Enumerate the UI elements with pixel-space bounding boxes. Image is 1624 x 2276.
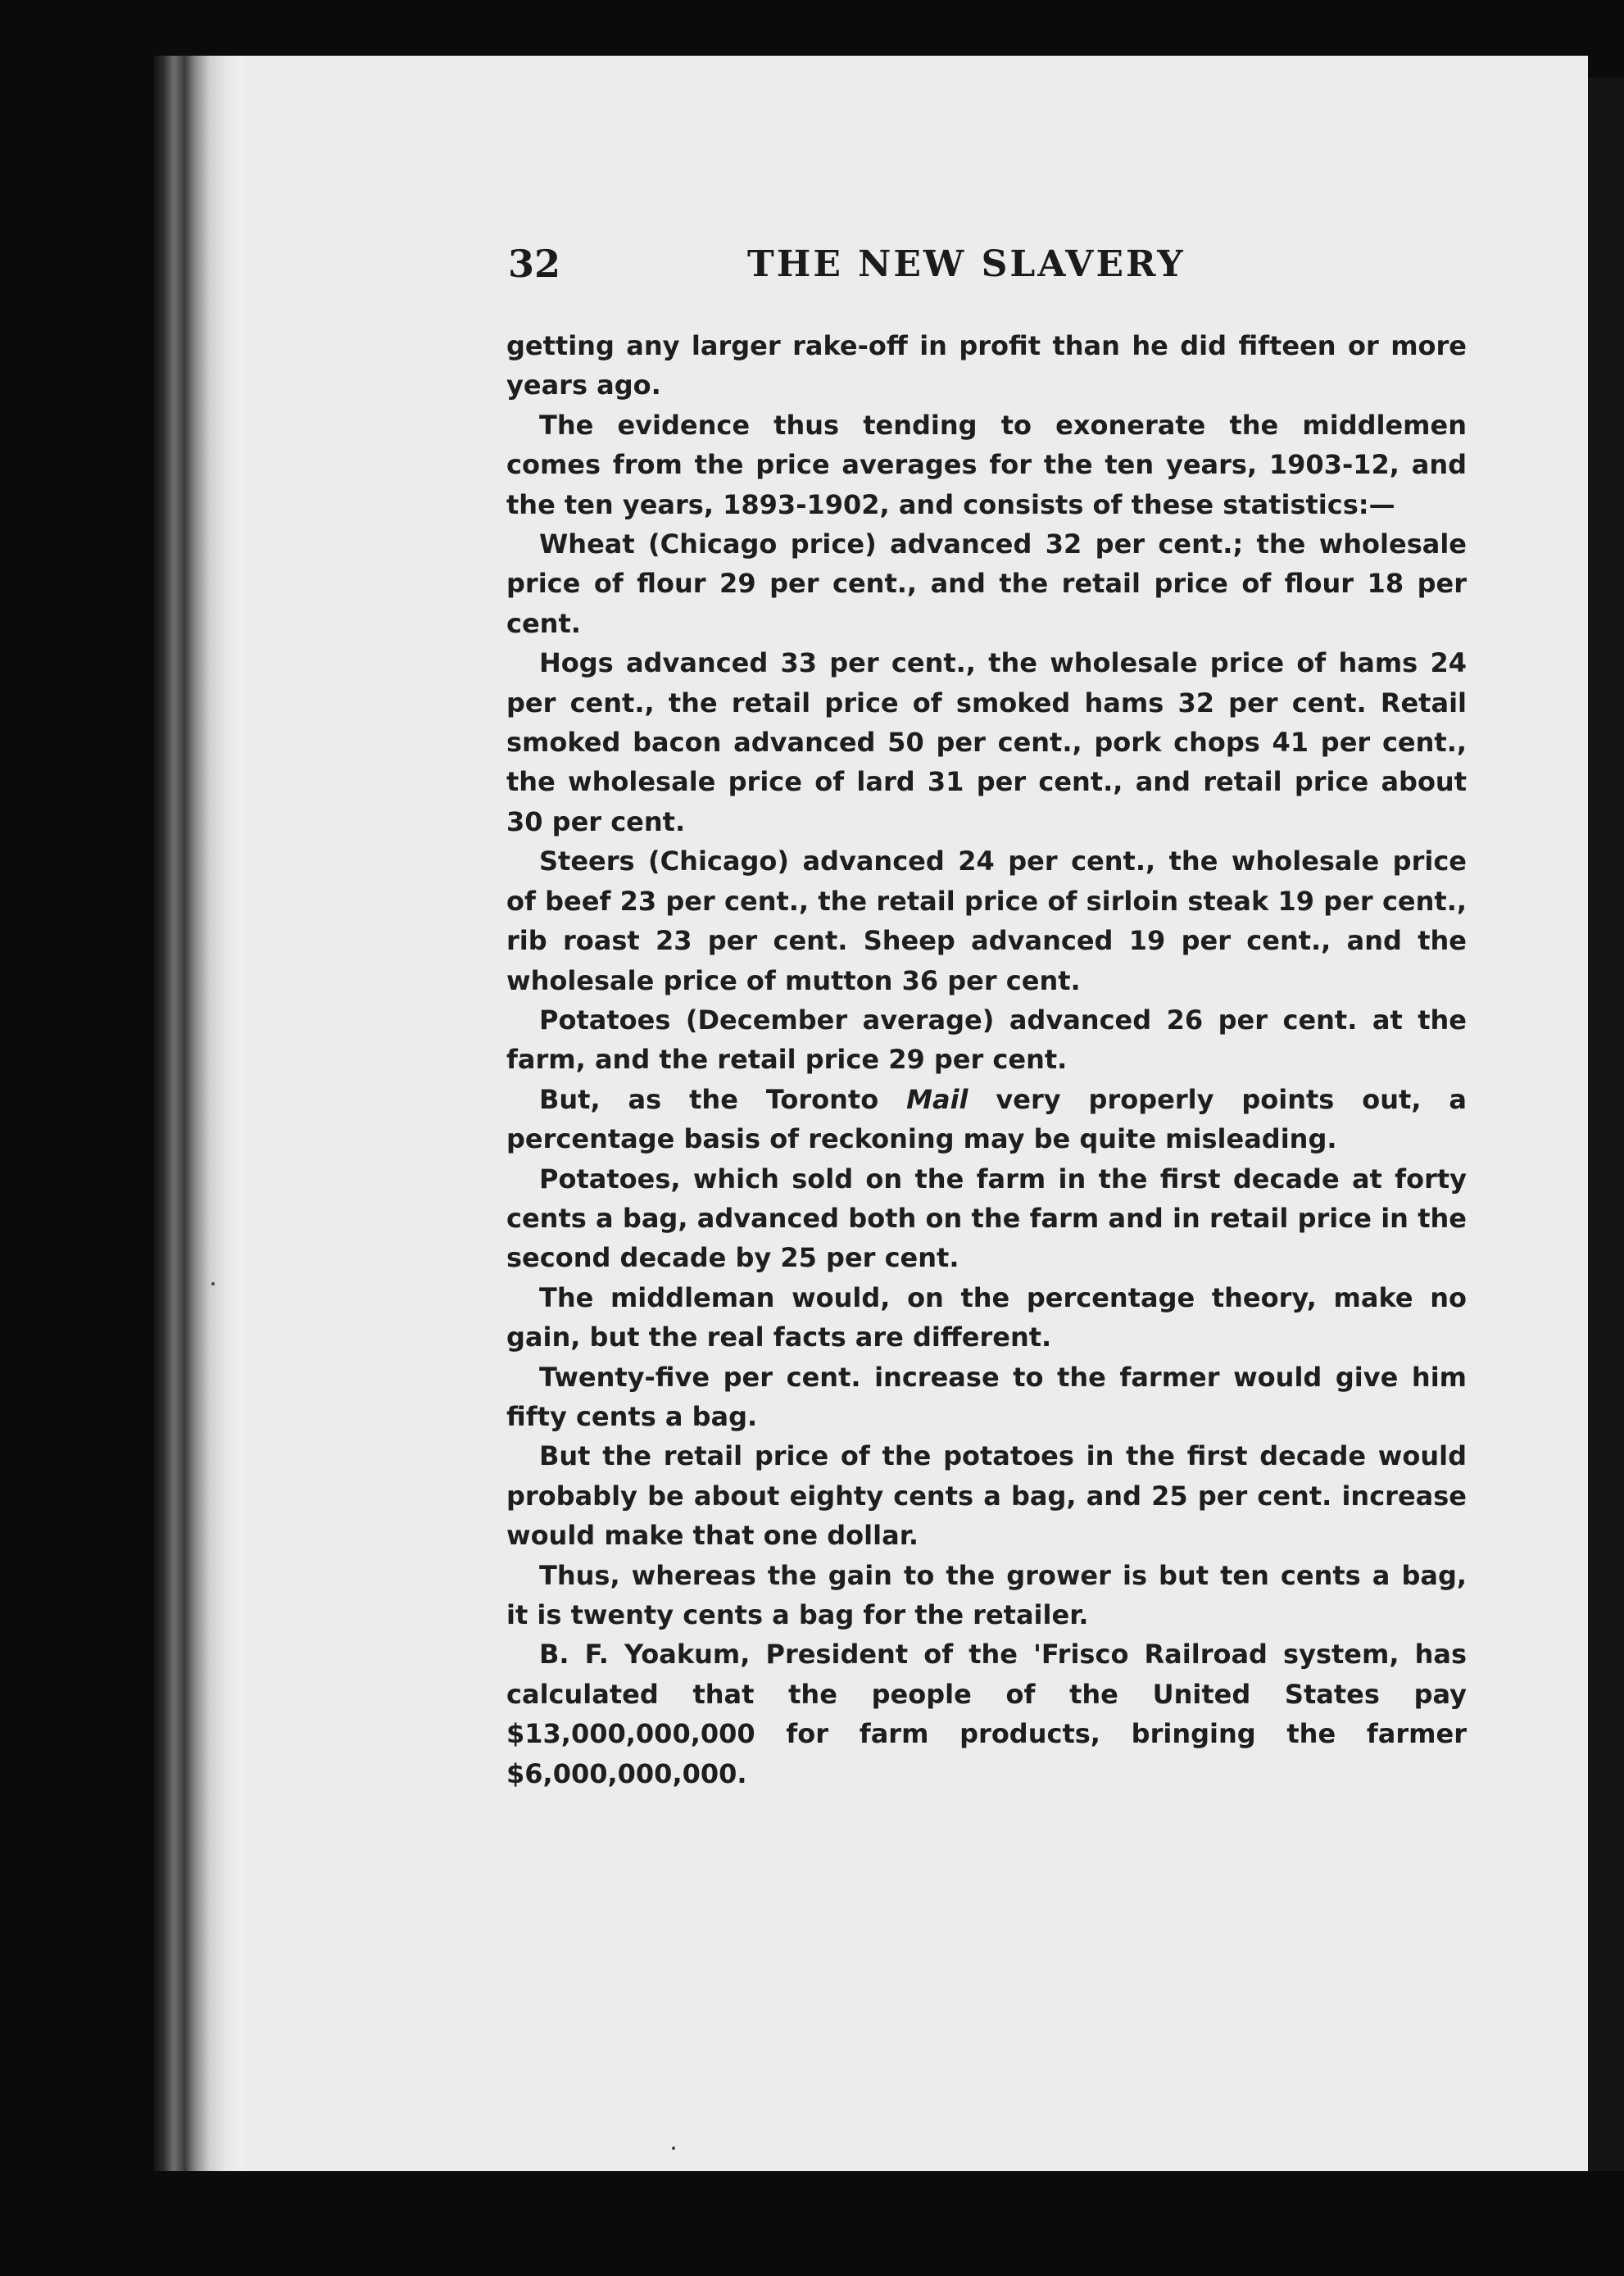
paragraph-10: Twenty-five per cent. increase to the farmer would give him fifty cents a bag. [506,1361,1467,1432]
paragraph-11: But the retail price of the potatoes in the first decade would probably be about eighty cents a bag, and 25 per cent. increase would make that one dollar. [506,1440,1467,1552]
paragraph-5: Steers (Chicago) advanced 24 per cent., the wholesale price of beef 23 per cent., the retail price of sirloin steak 19 per cent., rib roast 23 per cent. Sheep advanced 19 per cent., and the wholesale price of mutton 36 per cent. [506,846,1467,996]
paragraph-1: getting any larger rake-off in profit than he did fifteen or more years ago. [506,330,1467,401]
paragraph-13: B. F. Yoakum, President of the 'Frisco Railroad system, has calculated that the people of the United States pay $13,000,000,000 for farm products, bringing the farmer $6,000,000,000. [506,1639,1467,1789]
paragraph-8: Potatoes, which sold on the farm in the first decade at forty cents a bag, advanced both on the farm and in retail price in the second decade by 25 per cent. [506,1163,1467,1274]
paragraph-7-end: very properly points out, a percentage basis of reckoning may be quite misleading. [506,1083,1467,1155]
paragraph-2: The evidence thus tending to exonerate the middlemen comes from the price averages for the ten years, 1903-12, and the ten years, 1893-1902, and consists of these statistics:— [506,409,1467,520]
speck [211,1282,215,1285]
page-edge-shadow [1588,78,1624,2171]
speck [672,2147,675,2150]
paragraph-7-start: But, as the Toronto [539,1083,907,1115]
book-spine [154,56,244,2171]
paragraph-4: Hogs advanced 33 per cent., the wholesale price of hams 24 per cent., the retail price of smoked hams 32 per cent. Retail smoked bacon advanced 50 per cent., pork chops 41 per cent., the wholesale price of lard 31 per cent., and retail price about 30 per cent. [506,647,1467,837]
paragraph-6: Potatoes (December average) advanced 26 per cent. at the farm, and the retail price 29 per cent. [506,1004,1467,1076]
paragraph-3: Wheat (Chicago price) advanced 32 per cent.; the wholesale price of flour 29 per cent., and the retail price of flour 18 per cent. [506,528,1467,639]
running-title: THE NEW SLAVERY [747,243,1186,285]
paragraph-7 [506,1080,1467,1159]
paragraph-9: The middleman would, on the percentage theory, make no gain, but the real facts are different. [506,1281,1467,1353]
page-number: 32 [508,242,561,286]
paragraph-12: Thus, whereas the gain to the grower is but ten cents a bag, it is twenty cents a bag for the retailer. [506,1559,1467,1630]
newspaper-title: Mail [906,1083,969,1115]
body-text [506,326,1467,1793]
page-header [508,242,1229,299]
